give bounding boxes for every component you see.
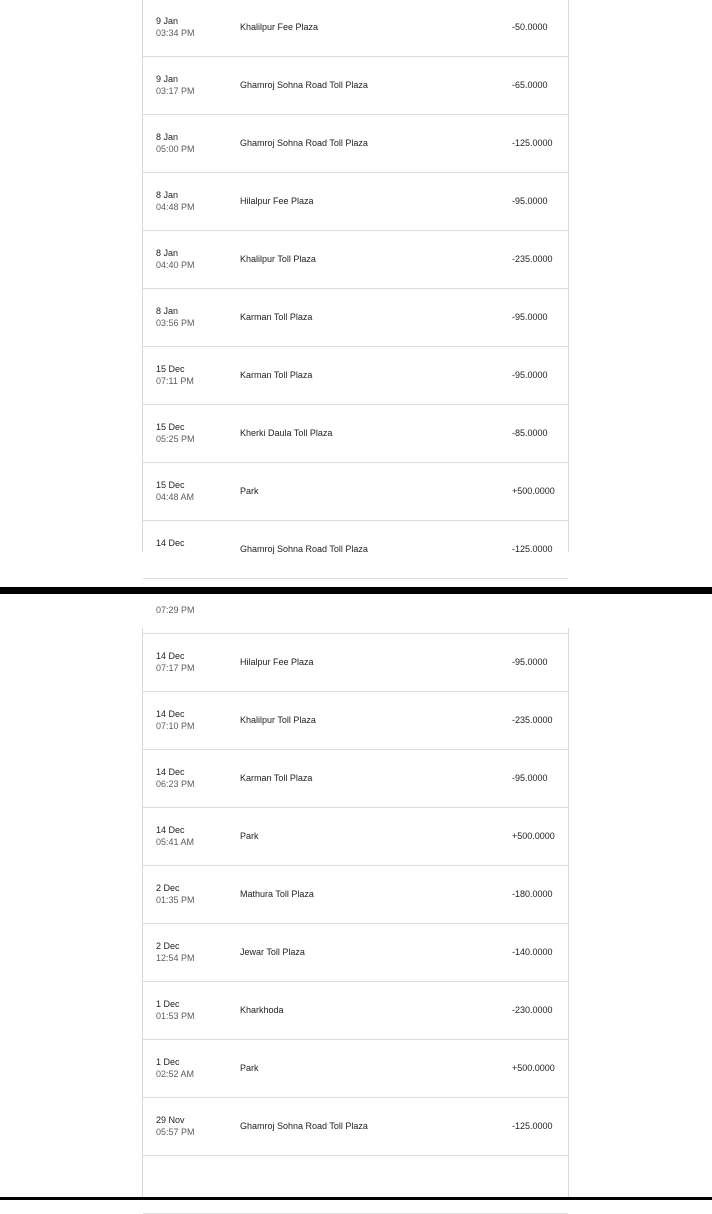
transaction-time: 05:00 PM [156, 144, 195, 154]
transaction-date: 29 Nov [156, 1115, 185, 1125]
transaction-time: 07:11 PM [156, 376, 194, 386]
transaction-time: 01:35 PM [156, 895, 195, 905]
transaction-row[interactable] [143, 692, 568, 750]
transaction-row[interactable] [143, 115, 568, 173]
transaction-date: 8 Jan [156, 132, 179, 142]
transaction-amount: -85.0000 [512, 428, 548, 438]
transaction-date: 1 Dec [156, 999, 180, 1009]
transaction-list-panel-bottom [142, 605, 569, 1200]
transaction-amount: -230.0000 [512, 1005, 553, 1015]
transaction-amount: -95.0000 [512, 773, 548, 783]
transaction-amount: +500.0000 [512, 486, 555, 496]
transaction-row[interactable] [143, 231, 568, 289]
transaction-place: Karman Toll Plaza [240, 370, 313, 380]
transaction-amount: +500.0000 [512, 831, 555, 841]
transaction-row[interactable] [143, 289, 568, 347]
transaction-list [143, 576, 568, 1214]
transaction-row[interactable] [143, 866, 568, 924]
transaction-place: Khalilpur Fee Plaza [240, 22, 319, 32]
transaction-place: Jewar Toll Plaza [240, 947, 305, 957]
transaction-date: 14 Dec [156, 709, 185, 719]
transaction-date: 8 Jan [156, 248, 179, 258]
transaction-time: 07:29 PM [156, 605, 195, 615]
transaction-time: 01:53 PM [156, 1011, 195, 1021]
transaction-time: 04:48 AM [156, 492, 195, 502]
transaction-time: 04:40 PM [156, 260, 195, 270]
transaction-row[interactable] [143, 521, 568, 579]
transaction-time: 05:57 PM [156, 1127, 195, 1137]
transaction-amount: -95.0000 [512, 657, 548, 667]
transaction-row[interactable] [143, 0, 568, 57]
transaction-place: Ghamroj Sohna Road Toll Plaza [240, 544, 368, 554]
transaction-row[interactable] [143, 463, 568, 521]
transaction-row[interactable] [143, 1040, 568, 1098]
transaction-time: 03:34 PM [156, 28, 195, 38]
transaction-row[interactable] [143, 924, 568, 982]
transaction-amount: -235.0000 [512, 254, 553, 264]
transaction-row[interactable] [143, 576, 568, 634]
transaction-time: 07:17 PM [156, 663, 195, 673]
transaction-place: Hilalpur Fee Plaza [240, 196, 314, 206]
transaction-date: 14 Dec [156, 767, 185, 777]
transaction-date: 2 Dec [156, 941, 180, 951]
screenshot-bottom-edge [0, 1197, 712, 1200]
transaction-place: Mathura Toll Plaza [240, 889, 314, 899]
transaction-amount: +500.0000 [512, 1063, 555, 1073]
transaction-row[interactable] [143, 750, 568, 808]
transaction-date: 14 Dec [156, 825, 185, 835]
transaction-row[interactable] [143, 405, 568, 463]
transaction-date: 8 Jan [156, 190, 179, 200]
transaction-amount: -235.0000 [512, 715, 553, 725]
transaction-time: 05:25 PM [156, 434, 195, 444]
transaction-amount: -180.0000 [512, 889, 553, 899]
transaction-row[interactable] [143, 808, 568, 866]
transaction-date: 15 Dec [156, 364, 185, 374]
transaction-time: 02:52 AM [156, 1069, 195, 1079]
transaction-time: 04:48 PM [156, 202, 195, 212]
transaction-amount: -125.0000 [512, 544, 553, 554]
transaction-time: 12:54 PM [156, 953, 195, 963]
transaction-row[interactable] [143, 634, 568, 692]
transaction-amount: -95.0000 [512, 312, 548, 322]
transaction-time: 03:17 PM [156, 86, 195, 96]
transaction-date: 2 Dec [156, 883, 180, 893]
transaction-place: Ghamroj Sohna Road Toll Plaza [240, 80, 368, 90]
transaction-date: 15 Dec [156, 422, 185, 432]
transaction-row[interactable] [143, 982, 568, 1040]
transaction-row[interactable] [143, 1156, 568, 1214]
transaction-amount: -125.0000 [512, 138, 553, 148]
transaction-date: 8 Jan [156, 306, 179, 316]
transaction-place: Ghamroj Sohna Road Toll Plaza [240, 1121, 368, 1131]
transaction-row[interactable] [143, 1098, 568, 1156]
transaction-amount: -125.0000 [512, 1121, 553, 1131]
transaction-time: 03:56 PM [156, 318, 195, 328]
transaction-amount: -65.0000 [512, 80, 548, 90]
transaction-time: 06:23 PM [156, 779, 195, 789]
transaction-date: 9 Jan [156, 74, 179, 84]
transaction-amount: -50.0000 [512, 22, 548, 32]
transaction-place: Karman Toll Plaza [240, 312, 313, 322]
transaction-place: Park [240, 831, 259, 841]
transaction-row[interactable] [143, 57, 568, 115]
transaction-place: Ghamroj Sohna Road Toll Plaza [240, 138, 368, 148]
transaction-date: 14 Dec [156, 651, 185, 661]
transaction-amount: -140.0000 [512, 947, 553, 957]
transaction-amount: -95.0000 [512, 196, 548, 206]
transaction-place: Khalilpur Toll Plaza [240, 715, 316, 725]
transaction-place: Kherki Daula Toll Plaza [240, 428, 333, 438]
transaction-place: Khalilpur Toll Plaza [240, 254, 316, 264]
transaction-place: Karman Toll Plaza [240, 773, 313, 783]
transaction-date: 15 Dec [156, 480, 185, 490]
transaction-place: Kharkhoda [240, 1005, 284, 1015]
transaction-list [143, 0, 568, 579]
transaction-date: 1 Dec [156, 1057, 180, 1067]
transaction-place: Park [240, 1063, 259, 1073]
transaction-time: 05:41 AM [156, 837, 195, 847]
transaction-date: 14 Dec [156, 538, 185, 548]
transaction-amount: -95.0000 [512, 370, 548, 380]
transaction-place: Hilalpur Fee Plaza [240, 657, 314, 667]
transaction-date: 9 Jan [156, 16, 179, 26]
transaction-list-panel-top [142, 0, 569, 552]
transaction-time: 07:10 PM [156, 721, 195, 731]
transaction-row[interactable] [143, 347, 568, 405]
transaction-row[interactable] [143, 173, 568, 231]
transaction-place: Park [240, 486, 259, 496]
